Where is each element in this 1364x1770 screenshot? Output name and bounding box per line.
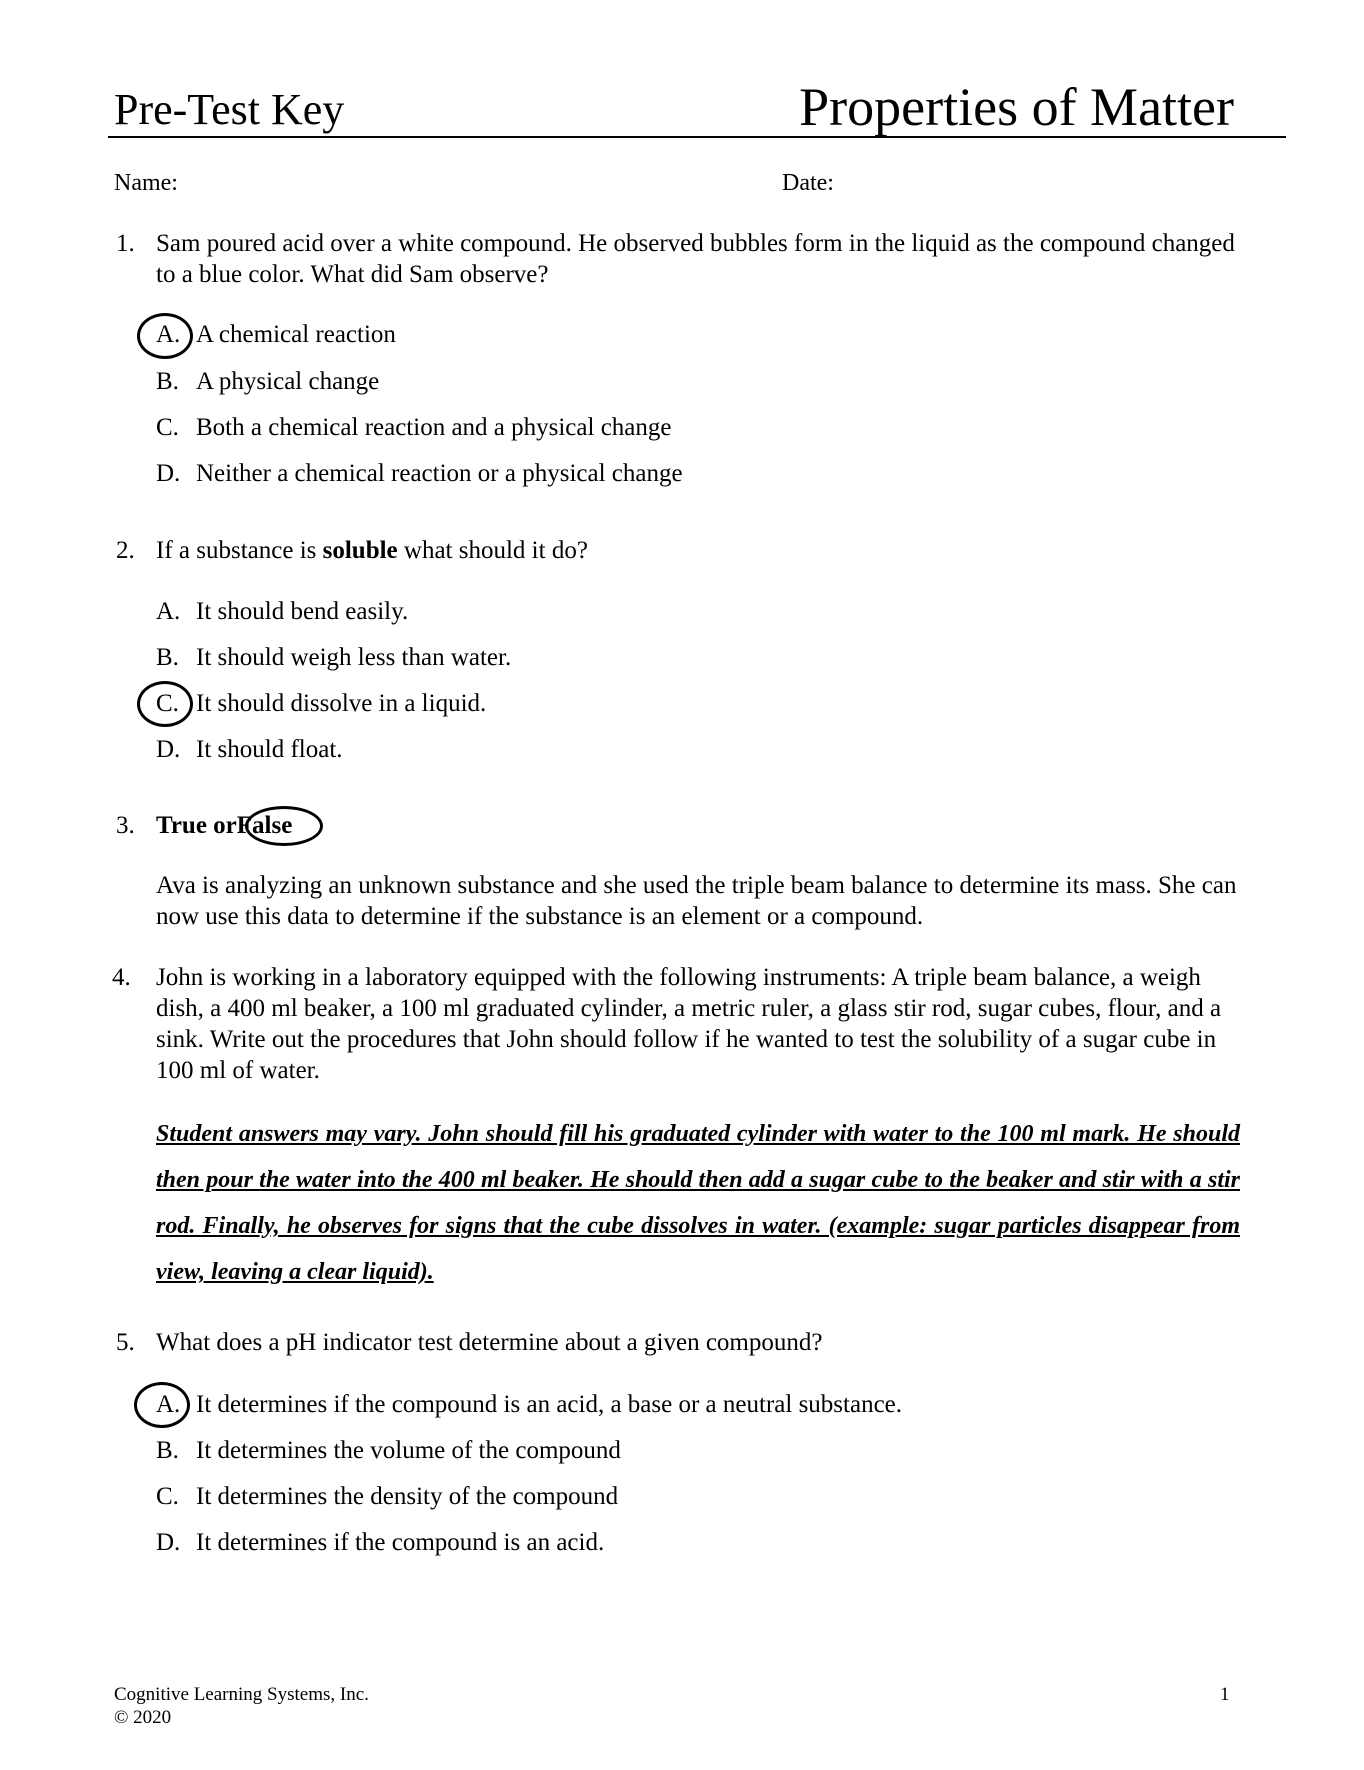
option-letter: C.: [156, 414, 179, 441]
option-text: Both a chemical reaction and a physical change: [196, 414, 672, 441]
option-letter: A.: [156, 321, 181, 348]
question-number: 2.: [116, 537, 135, 564]
option-text: It should bend easily.: [196, 598, 409, 625]
page-title-left: Pre-Test Key: [114, 85, 345, 134]
option-text: It should dissolve in a liquid.: [196, 690, 487, 717]
true-or-label: True or: [156, 812, 237, 839]
question-2: [116, 535, 1256, 569]
option-letter: D.: [156, 1529, 181, 1556]
question-1: [116, 228, 1256, 292]
page-number: 1: [1220, 1684, 1230, 1705]
answer-circle-marker: [134, 1382, 190, 1428]
option-letter: C.: [156, 1483, 179, 1510]
question-number: 4.: [112, 964, 131, 991]
option-text: It determines the volume of the compound: [196, 1437, 621, 1464]
option-text: It should float.: [196, 736, 343, 763]
header-divider: [108, 136, 1286, 138]
option-text: It determines if the compound is an acid, a base or a neutral substance.: [196, 1391, 903, 1418]
option-text: Neither a chemical reaction or a physical change: [196, 460, 683, 487]
question-number: 3.: [116, 812, 135, 839]
option-text: It determines the density of the compound: [196, 1483, 619, 1510]
answer-key-text: Student answers may vary. John should fill his graduated cylinder with water to the 100 ml mark. He should then pour the water into the 400 ml beaker. He should then add a sugar cube to the beaker and stir with a stir rod. Finally, he observes for signs that the cube dissolves in water. (example: sugar particles disappear from view, leaving a clear liquid).: [156, 1121, 1240, 1285]
option-text: A physical change: [196, 368, 380, 395]
footer-company: Cognitive Learning Systems, Inc.: [114, 1684, 369, 1705]
option-letter: D.: [156, 460, 181, 487]
keyword-soluble: soluble: [322, 537, 398, 564]
question-5: [116, 1327, 1256, 1361]
option-letter: D.: [156, 736, 181, 763]
option-letter: A.: [156, 1391, 181, 1418]
false-label: False: [236, 812, 293, 839]
footer-copyright: © 2020: [114, 1707, 172, 1728]
option-letter: B.: [156, 1437, 179, 1464]
option-letter: B.: [156, 644, 179, 671]
option-letter: A.: [156, 598, 181, 625]
answer-circle-marker: [137, 313, 193, 359]
name-label: Name:: [114, 170, 178, 196]
question-3-statement: [156, 870, 1256, 934]
question-text-after: what should it do?: [397, 537, 588, 564]
question-text: What does a pH indicator test determine about a given compound?: [156, 1329, 823, 1356]
option-text: It determines if the compound is an acid.: [196, 1529, 605, 1556]
option-letter: B.: [156, 368, 179, 395]
date-label: Date:: [782, 170, 834, 196]
answer-circle-marker: [245, 806, 323, 846]
statement-text: Ava is analyzing an unknown substance and she used the triple beam balance to determine its mass. She can now use this data to determine if the substance is an element or a compound.: [156, 872, 1237, 930]
option-text: It should weigh less than water.: [196, 644, 512, 671]
option-text: A chemical reaction: [196, 321, 396, 348]
question-text: Sam poured acid over a white compound. He observed bubbles form in the liquid as the compound changed to a blue color. What did Sam observe?: [156, 230, 1235, 288]
question-text: John is working in a laboratory equipped with the following instruments: A triple beam balance, a weigh dish, a 400 ml beaker, a 100 ml graduated cylinder, a metric ruler, a glass stir rod, sugar cubes, flour, and a sink. Write out the procedures that John should follow if he wanted to test the solubility of a sugar cube in 100 ml of water.: [156, 964, 1222, 1084]
question-4: [112, 962, 1256, 1088]
question-number: 5.: [116, 1329, 135, 1356]
question-number: 1.: [116, 230, 135, 257]
answer-circle-marker: [137, 681, 193, 727]
page-title-right: Properties of Matter: [799, 77, 1234, 137]
option-letter: C.: [156, 690, 179, 717]
question-text-before: If a substance is: [156, 537, 323, 564]
question-text: [156, 535, 1236, 566]
